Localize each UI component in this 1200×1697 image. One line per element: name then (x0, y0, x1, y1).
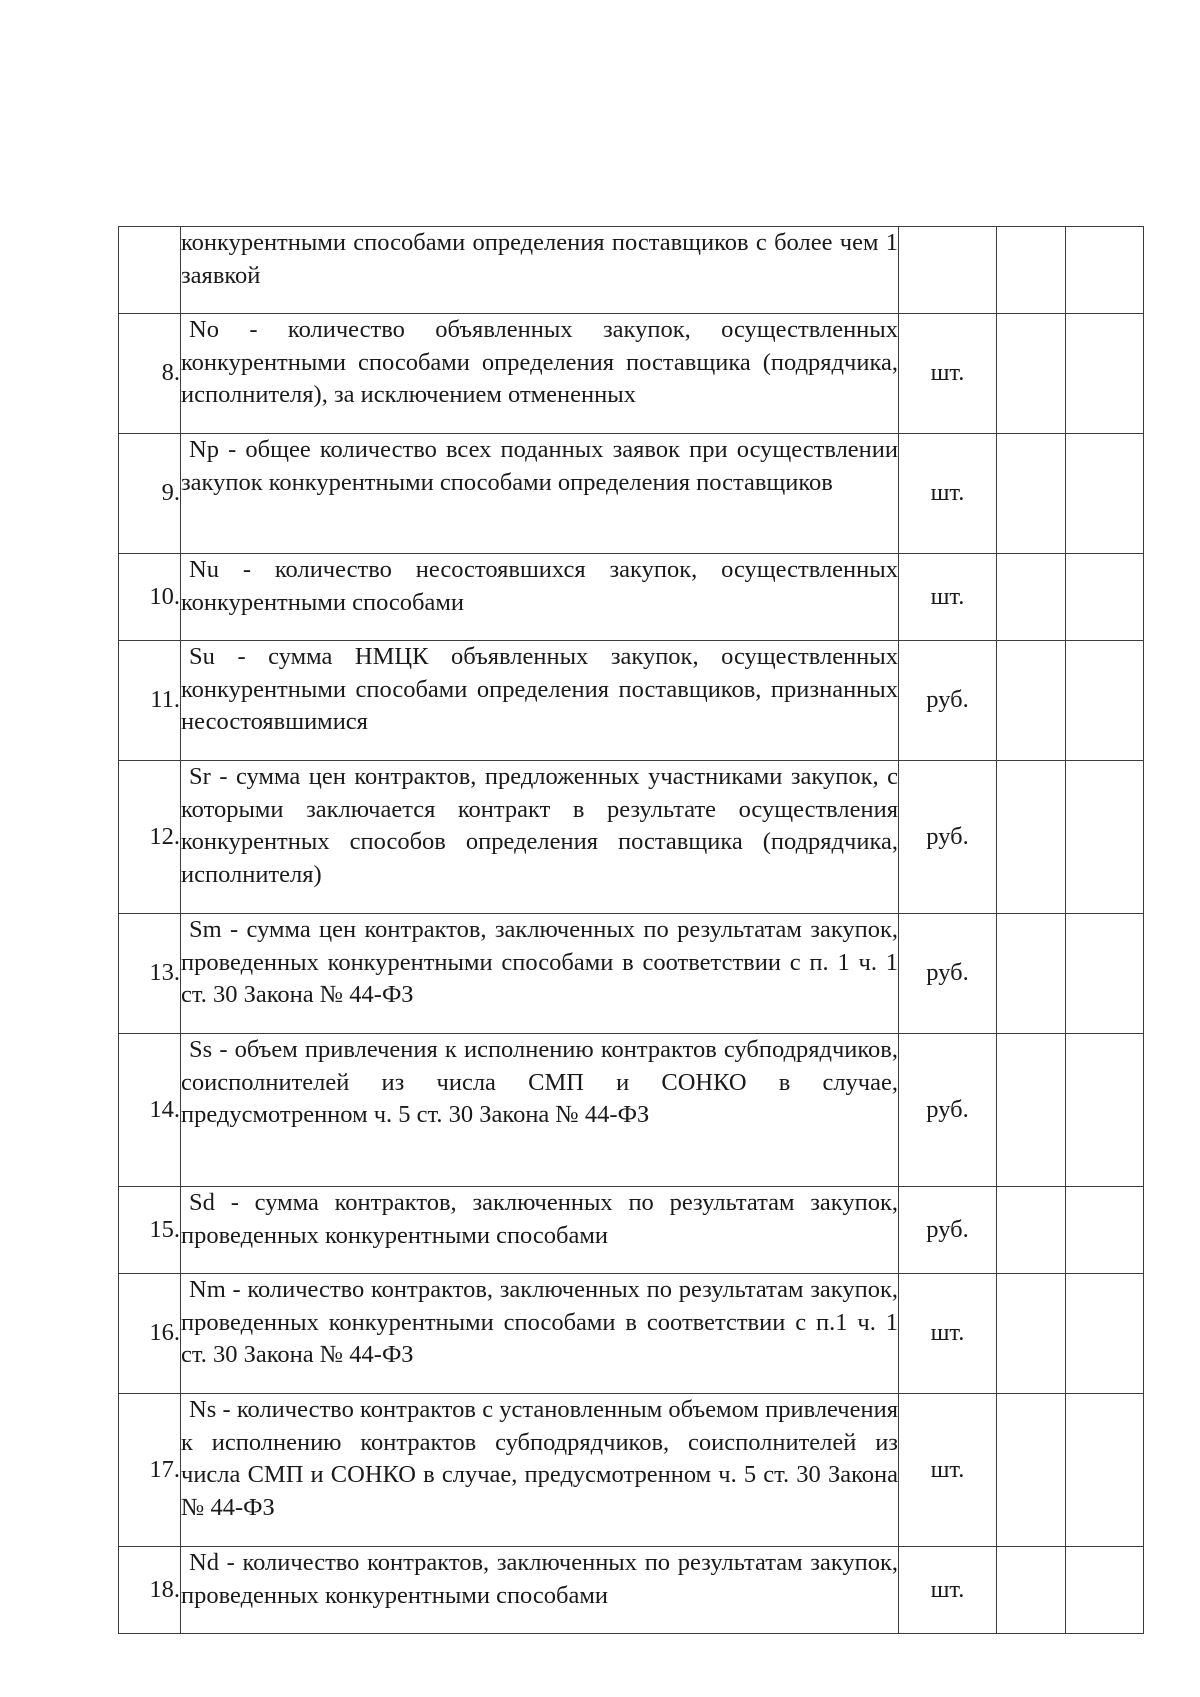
value-cell (997, 641, 1066, 761)
table-row (119, 314, 1144, 434)
row-number: 17. (119, 1394, 181, 1547)
value-cell (1066, 314, 1144, 434)
indicator-text: конкурентными способами определения поставщиков с более чем 1 заявкой (181, 229, 898, 289)
row-number: 14. (119, 1034, 181, 1187)
table-row (119, 761, 1144, 914)
table-row (119, 1187, 1144, 1274)
indicator-code: Nu (189, 556, 219, 583)
indicator-description (181, 1547, 899, 1634)
value-cell (1066, 1034, 1144, 1187)
indicator-description (181, 641, 899, 761)
indicator-code: No (189, 316, 219, 343)
unit-cell: руб. (899, 1187, 997, 1274)
indicator-description (181, 914, 899, 1034)
table-row (119, 554, 1144, 641)
indicator-description (181, 761, 899, 914)
table-row (119, 434, 1144, 554)
indicator-description (181, 227, 899, 314)
unit-cell: шт. (899, 434, 997, 554)
row-number (119, 227, 181, 314)
indicator-code: Sm (189, 916, 222, 943)
value-cell (997, 1274, 1066, 1394)
indicator-code: Ss (189, 1036, 213, 1063)
value-cell (1066, 1394, 1144, 1547)
table-row (119, 914, 1144, 1034)
indicator-description (181, 1394, 899, 1547)
indicator-code: Nm (189, 1276, 226, 1303)
value-cell (1066, 1274, 1144, 1394)
value-cell (1066, 1187, 1144, 1274)
indicator-text: - количество объявленных закупок, осуществленных конкурентными способами определения поставщика (подрядчика, исполнителя), за исключением отмененных (181, 316, 899, 408)
indicator-code: Su (189, 643, 215, 670)
value-cell (1066, 761, 1144, 914)
value-cell (1066, 434, 1144, 554)
row-number: 16. (119, 1274, 181, 1394)
value-cell (997, 434, 1066, 554)
value-cell (1066, 641, 1144, 761)
table-row (119, 227, 1144, 314)
indicators-table (118, 226, 1144, 1634)
unit-cell: руб. (899, 1034, 997, 1187)
indicator-text: - сумма цен контрактов, предложенных участниками закупок, с которыми заключается контракт в результате осуществления конкурентных способов определения поставщика (подрядчика, исполнителя) (181, 763, 899, 888)
indicator-description (181, 314, 899, 434)
row-number: 12. (119, 761, 181, 914)
row-number: 18. (119, 1547, 181, 1634)
table-row (119, 641, 1144, 761)
row-number: 9. (119, 434, 181, 554)
indicator-text: - количество контрактов, заключенных по результатам закупок, проведенных конкурентными способами в соответствии с п.1 ч. 1 ст. 30 Закона № 44-ФЗ (181, 1276, 898, 1368)
value-cell (997, 1034, 1066, 1187)
unit-cell: руб. (899, 761, 997, 914)
row-number: 15. (119, 1187, 181, 1274)
unit-cell: шт. (899, 1394, 997, 1547)
row-number: 8. (119, 314, 181, 434)
indicator-description (181, 1187, 899, 1274)
value-cell (997, 761, 1066, 914)
row-number: 13. (119, 914, 181, 1034)
table-row (119, 1547, 1144, 1634)
indicator-text: - количество несостоявшихся закупок, осуществленных конкурентными способами (181, 556, 898, 616)
value-cell (1066, 1547, 1144, 1634)
value-cell (997, 1187, 1066, 1274)
indicator-code: Np (189, 436, 219, 463)
indicator-text: - сумма контрактов, заключенных по результатам закупок, проведенных конкурентными способами (181, 1189, 898, 1249)
unit-cell: руб. (899, 641, 997, 761)
value-cell (997, 227, 1066, 314)
indicator-code: Sd (189, 1189, 215, 1216)
value-cell (997, 314, 1066, 434)
unit-cell: шт. (899, 1547, 997, 1634)
row-number: 10. (119, 554, 181, 641)
indicator-text: - объем привлечения к исполнению контрактов субподрядчиков, соисполнителей из числа СМП и СОНКО в случае, предусмотренном ч. 5 ст. 30 Закона № 44-ФЗ (181, 1036, 899, 1128)
value-cell (997, 1547, 1066, 1634)
indicator-text: - сумма НМЦК объявленных закупок, осуществленных конкурентными способами определения поставщиков, признанных несостоявшимися (181, 643, 899, 735)
indicator-text: - сумма цен контрактов, заключенных по результатам закупок, проведенных конкурентными способами в соответствии с п. 1 ч. 1 ст. 30 Закона № 44-ФЗ (181, 916, 899, 1008)
indicator-description (181, 434, 899, 554)
value-cell (1066, 914, 1144, 1034)
unit-cell: руб. (899, 914, 997, 1034)
indicator-description (181, 554, 899, 641)
value-cell (1066, 554, 1144, 641)
indicator-code: Ns (189, 1396, 217, 1423)
value-cell (997, 554, 1066, 641)
unit-cell: шт. (899, 554, 997, 641)
value-cell (1066, 227, 1144, 314)
unit-cell: шт. (899, 314, 997, 434)
unit-cell: шт. (899, 1274, 997, 1394)
indicator-description (181, 1274, 899, 1394)
indicator-code: Sr (189, 763, 211, 790)
indicator-text: - общее количество всех поданных заявок при осуществлении закупок конкурентными способами определения поставщиков (181, 436, 899, 496)
row-number: 11. (119, 641, 181, 761)
indicator-code: Nd (189, 1549, 219, 1576)
indicator-text: - количество контрактов с установленным объемом привлечения к исполнению контрактов субподрядчиков, соисполнителей из числа СМП и СОНКО в случае, предусмотренном ч. 5 ст. 30 Закона № 44-ФЗ (181, 1396, 898, 1521)
indicator-description (181, 1034, 899, 1187)
indicator-text: - количество контрактов, заключенных по результатам закупок, проведенных конкурентными способами (181, 1549, 899, 1609)
value-cell (997, 914, 1066, 1034)
unit-cell (899, 227, 997, 314)
value-cell (997, 1394, 1066, 1547)
table-row (119, 1034, 1144, 1187)
table-row (119, 1274, 1144, 1394)
table-row (119, 1394, 1144, 1547)
